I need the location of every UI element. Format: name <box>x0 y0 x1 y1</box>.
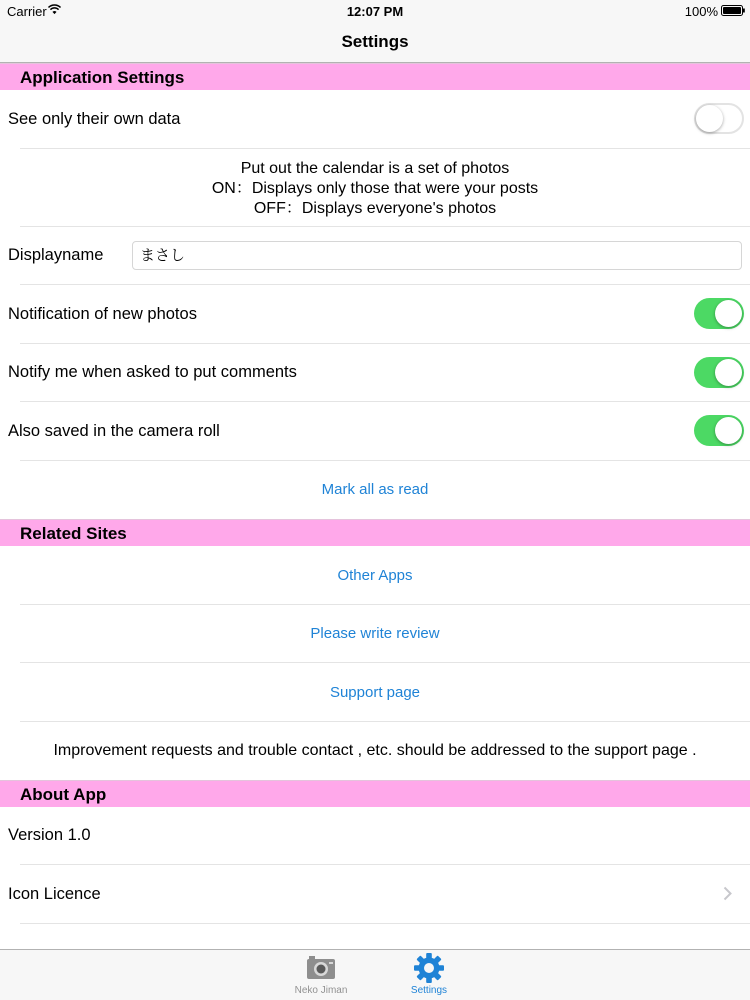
settings-list[interactable] <box>0 63 750 950</box>
displayname-input[interactable]: まさし <box>132 241 742 270</box>
notify-photos-row <box>0 285 750 344</box>
tab-neko-jiman[interactable] <box>281 950 361 1000</box>
gear-icon <box>413 953 445 983</box>
info-line: Put out the calendar is a set of photos <box>240 159 510 177</box>
other-apps-label: Other Apps <box>337 566 413 584</box>
tab-bar <box>0 949 750 1000</box>
toggle-knob <box>715 417 742 444</box>
tab-label: Neko Jiman <box>294 985 348 996</box>
info-line: OFF：Displays everyone's photos <box>253 199 497 217</box>
own-data-label: See only their own data <box>8 109 181 128</box>
support-page-label: Support page <box>329 683 421 701</box>
notify-comments-row <box>0 344 750 403</box>
tab-label: Settings <box>410 985 448 996</box>
support-note: Improvement requests and trouble contact , etc. should be addressed to the support page . <box>53 741 697 759</box>
camera-roll-label: Also saved in the camera roll <box>8 421 220 440</box>
notify-comments-label: Notify me when asked to put comments <box>8 363 297 382</box>
chevron-right-icon <box>723 886 732 901</box>
displayname-row <box>0 227 750 286</box>
info-line: ON：Displays only those that were your posts <box>211 179 539 197</box>
battery-icon <box>721 5 745 16</box>
version-label: Version 1.0 <box>8 826 91 845</box>
write-review-label: Please write review <box>310 625 440 643</box>
calendar-info <box>0 149 750 227</box>
notify-photos-label: Notification of new photos <box>8 304 197 323</box>
own-data-toggle[interactable] <box>694 103 744 134</box>
write-review-link[interactable] <box>0 605 750 664</box>
section-header-application: Application Settings <box>0 63 750 90</box>
carrier-label: Carrier <box>7 4 47 19</box>
section-header-about: About App <box>0 780 750 807</box>
status-time: 12:07 PM <box>346 4 404 19</box>
tab-settings[interactable] <box>389 950 469 1000</box>
version-row <box>0 807 750 866</box>
toggle-knob <box>715 300 742 327</box>
section-header-related: Related Sites <box>0 519 750 546</box>
notify-comments-toggle[interactable] <box>694 357 744 388</box>
other-apps-link[interactable] <box>0 546 750 605</box>
status-bar <box>0 0 750 22</box>
support-page-link[interactable] <box>0 663 750 722</box>
icon-licence-label: Icon Licence <box>8 884 101 903</box>
toggle-knob <box>696 105 723 132</box>
page-title: Settings <box>341 32 409 51</box>
mark-all-read-label: Mark all as read <box>321 481 429 499</box>
own-data-row <box>0 90 750 149</box>
notify-photos-toggle[interactable] <box>694 298 744 329</box>
battery-percent: 100% <box>684 4 718 19</box>
toggle-knob <box>715 359 742 386</box>
camera-roll-row <box>0 402 750 461</box>
displayname-label: Displayname <box>8 246 104 265</box>
mark-all-read-button[interactable] <box>0 461 750 520</box>
camera-roll-toggle[interactable] <box>694 415 744 446</box>
navigation-bar <box>0 22 750 63</box>
icon-licence-row[interactable] <box>0 865 750 924</box>
camera-icon <box>305 953 337 983</box>
